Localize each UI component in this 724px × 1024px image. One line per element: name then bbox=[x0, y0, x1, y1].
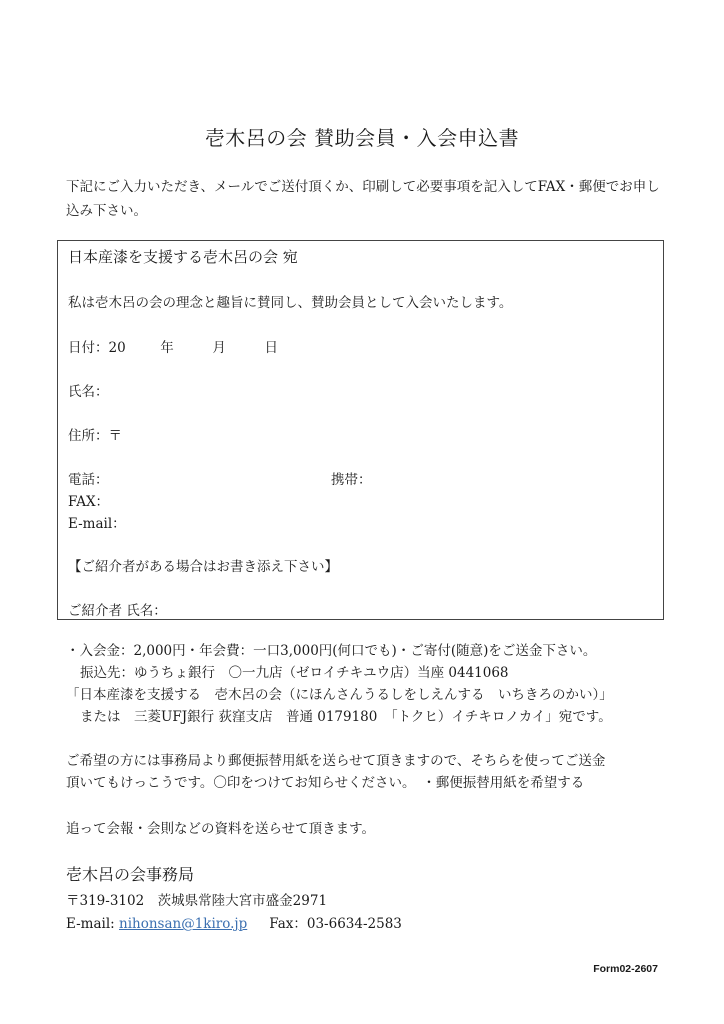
office-email-link[interactable]: nihonsan@1kiro.jp bbox=[119, 916, 248, 932]
transfer-info: 振込先：ゆうちょ銀行 〇一九店（ゼロイチキユウ店）当座 0441068 bbox=[80, 665, 509, 681]
office-title: 壱木呂の会事務局 bbox=[66, 865, 195, 884]
page-title: 壱木呂の会 賛助会員・入会申込書 bbox=[204, 126, 520, 150]
fee-info: ・入会金：2,000円・年会費：一口3,000円(何口でも)・ご寄付(随意)をご送金下さい。 bbox=[66, 643, 597, 659]
date-row[interactable] bbox=[68, 336, 278, 356]
name-field[interactable]: 氏名： bbox=[68, 384, 109, 400]
application-form bbox=[57, 240, 664, 620]
office-email-label: E-mail: bbox=[66, 916, 119, 932]
postal-note-line1: ご希望の方には事務局より郵便振替用紙を送らせて頂きますので、そちらを使ってご送金 bbox=[66, 753, 606, 769]
date-month-label: 月 bbox=[212, 340, 226, 356]
office-contact bbox=[66, 912, 402, 932]
phone-field[interactable]: 電話： bbox=[68, 472, 109, 488]
form-statement: 私は壱木呂の会の理念と趣旨に賛同し、賛助会員として入会いたします。 bbox=[68, 295, 513, 311]
alt-bank-info: または 三菱UFJ銀行 荻窪支店 普通 0179180 「トクヒ）イチキロノカイ」宛です。 bbox=[80, 709, 612, 725]
office-address: 〒319-3102 茨城県常陸大宮市盛金2971 bbox=[66, 893, 328, 909]
intro-text: 下記にご入力いただき、メールでご送付頂くか、印刷して必要事項を記入してFAX・郵便でお申し込み下さい。 bbox=[66, 179, 660, 219]
date-label: 日付：20 bbox=[68, 340, 126, 356]
form-addressee: 日本産漆を支援する壱木呂の会 宛 bbox=[68, 248, 298, 266]
materials-note: 追って会報・会則などの資料を送らせて頂きます。 bbox=[66, 821, 376, 837]
postal-note-line2: 頂いてもけっこうです。〇印をつけてお知らせください。 ・郵便振替用紙を希望する bbox=[66, 775, 585, 791]
referrer-note: 【ご紹介者がある場合はお書き添え下さい】 bbox=[68, 559, 338, 575]
fax-field[interactable]: FAX： bbox=[68, 494, 110, 510]
referrer-name-field[interactable]: ご紹介者 氏名： bbox=[68, 603, 167, 619]
office-fax: Fax：03-6634-2583 bbox=[269, 916, 402, 932]
form-code: Form02-2607 bbox=[593, 963, 658, 975]
email-field[interactable]: E-mail： bbox=[68, 516, 126, 532]
mobile-field[interactable]: 携帯： bbox=[331, 472, 372, 488]
account-name-info: 「日本産漆を支援する 壱木呂の会（にほんさんうるしをしえんする いちきろのかい）」 bbox=[66, 687, 613, 703]
date-day-label: 日 bbox=[264, 340, 278, 356]
date-year-label: 年 bbox=[160, 340, 174, 356]
address-field[interactable]: 住所：〒 bbox=[68, 428, 122, 444]
